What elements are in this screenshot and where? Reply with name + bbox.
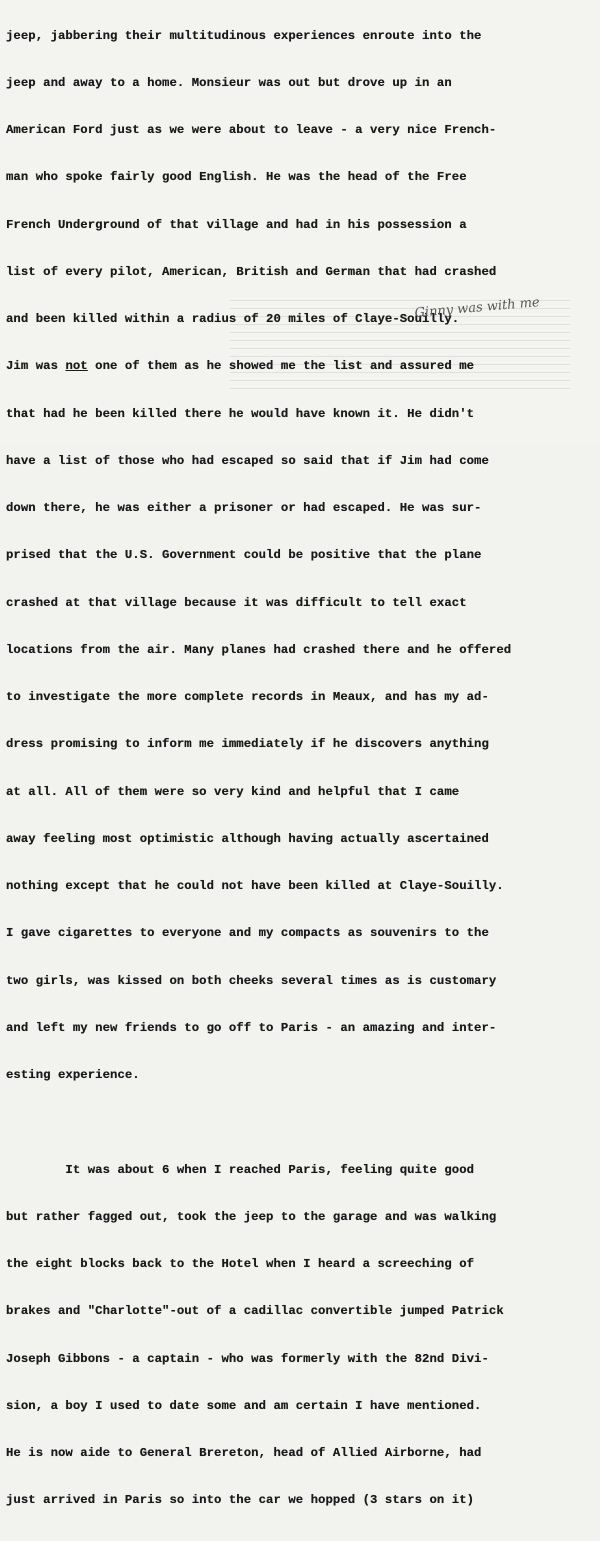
text-line: jeep, jabbering their multitudinous experiences enroute into the xyxy=(6,28,482,43)
text-line: French Underground of that village and had in his possession a xyxy=(6,217,467,232)
text-line: brakes and "Charlotte"-out of a cadillac convertible jumped Patrick xyxy=(6,1304,504,1319)
text-line: Joseph Gibbons - a captain - who was formerly with the 82nd Divi- xyxy=(6,1351,489,1366)
text-line: man who spoke fairly good English. He was the head of the Free xyxy=(6,170,467,185)
text-line: to investigate the more complete records in Meaux, and has my ad- xyxy=(6,690,489,704)
underlined-word: not xyxy=(65,359,88,374)
text-line: I gave cigarettes to everyone and my compacts as souvenirs to the xyxy=(6,926,489,941)
text-segment: Jim was xyxy=(6,359,66,374)
text-line: sion, a boy I used to date some and am certain I have mentioned. xyxy=(6,1398,482,1413)
text-line: locations from the air. Many planes had crashed there and he offered xyxy=(6,642,512,657)
text-line: down there, he was either a prisoner or had escaped. He was sur- xyxy=(6,501,482,515)
text-line: and been killed within a radius of 20 miles of Claye-Souilly. xyxy=(6,312,460,326)
typed-letter-text xyxy=(6,0,596,1541)
text-line: at all. All of them were so very kind and helpful that I came xyxy=(6,784,460,799)
text-segment: one of them as he showed me the list and assured me xyxy=(87,359,475,374)
text-line: prised that the U.S. Government could be positive that the plane xyxy=(6,548,482,563)
text-line: jeep and away to a home. Monsieur was out but drove up in an xyxy=(6,75,452,90)
text-line: American Ford just as we were about to leave - a very nice French- xyxy=(6,123,497,137)
text-line-with-underline xyxy=(6,359,596,375)
text-line: that had he been killed there he would have known it. He didn't xyxy=(6,406,475,421)
text-line: He is now aide to General Brereton, head of Allied Airborne, had xyxy=(6,1446,482,1460)
text-line: away feeling most optimistic although having actually ascertained xyxy=(6,831,489,846)
text-line: list of every pilot, American, British and German that had crashed xyxy=(6,264,497,279)
text-line: two girls, was kissed on both cheeks several times as is customary xyxy=(6,973,497,988)
text-line-indented: It was about 6 when I reached Paris, feeling quite good xyxy=(6,1162,475,1177)
text-line: just arrived in Paris so into the car we hopped (3 stars on it) xyxy=(6,1493,475,1508)
text-line: dress promising to inform me immediately if he discovers anything xyxy=(6,737,489,752)
handwritten-note: Ginny was with me xyxy=(414,295,541,321)
text-line: crashed at that village because it was difficult to tell exact xyxy=(6,595,467,610)
text-line: but rather fagged out, took the jeep to the garage and was walking xyxy=(6,1209,497,1224)
text-line: have a list of those who had escaped so said that if Jim had come xyxy=(6,453,489,468)
blank-line xyxy=(6,1115,596,1131)
text-line: esting experience. xyxy=(6,1068,140,1082)
text-line: nothing except that he could not have been killed at Claye-Souilly. xyxy=(6,879,504,893)
text-line: and left my new friends to go off to Paris - an amazing and inter- xyxy=(6,1020,497,1035)
text-line: the eight blocks back to the Hotel when I heard a screeching of xyxy=(6,1257,475,1271)
